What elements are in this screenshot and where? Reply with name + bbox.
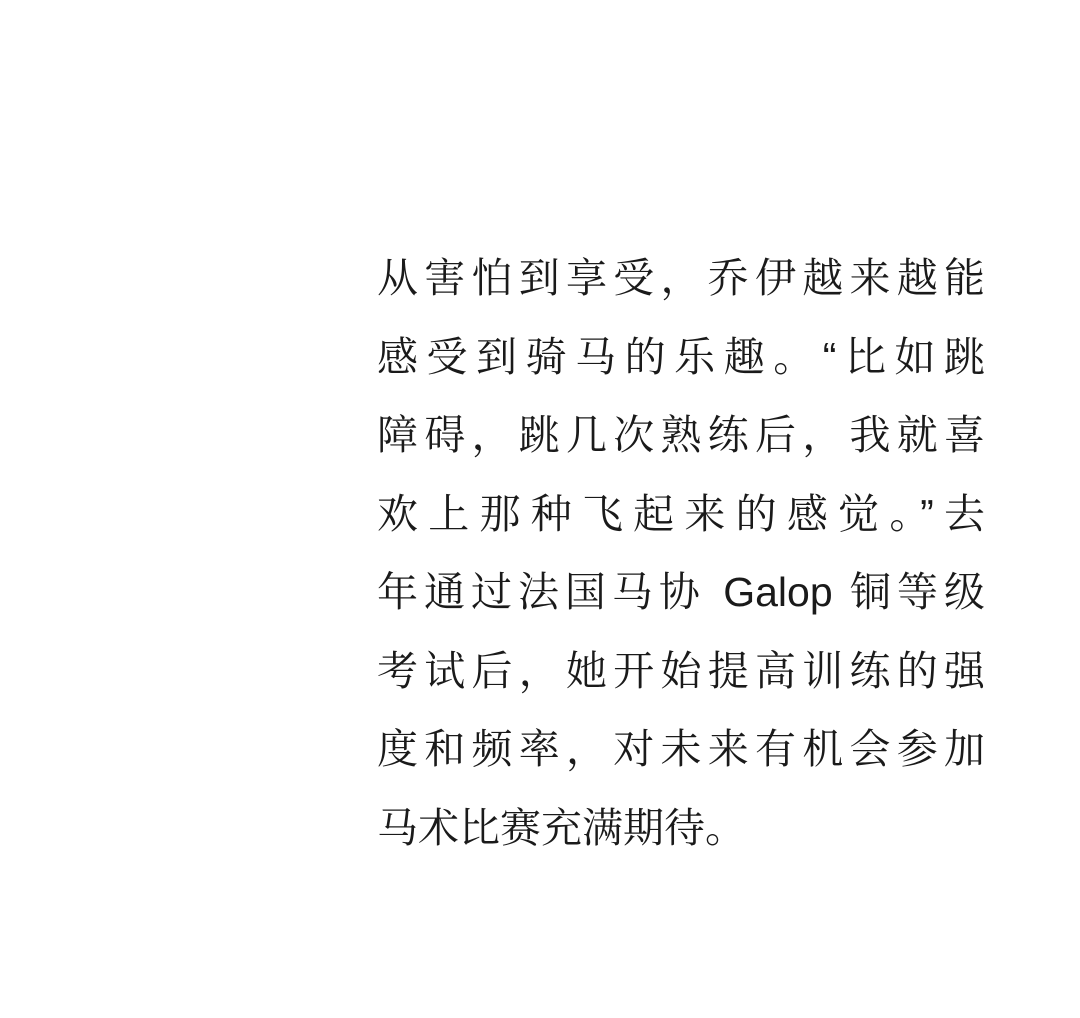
paragraph-line: 考试后，她开始提高训练的强 bbox=[377, 647, 985, 694]
paragraph-line: 从害怕到享受，乔伊越来越能 bbox=[377, 255, 985, 301]
paragraph-line: 度和频率，对未来有机会参加 bbox=[377, 726, 985, 772]
paragraph-line: 马术比赛充满期待。 bbox=[377, 804, 746, 851]
article-body bbox=[377, 239, 985, 867]
paragraph-line: 欢上那种飞起来的感觉。”去 bbox=[377, 490, 985, 537]
article-paragraph bbox=[377, 239, 985, 867]
paragraph-line: 障碍，跳几次熟练后，我就喜 bbox=[377, 412, 985, 458]
paragraph-line: 感受到骑马的乐趣。“比如跳 bbox=[377, 333, 985, 380]
paragraph-line: 年通过法国马协 Galop 铜等级 bbox=[377, 569, 985, 615]
